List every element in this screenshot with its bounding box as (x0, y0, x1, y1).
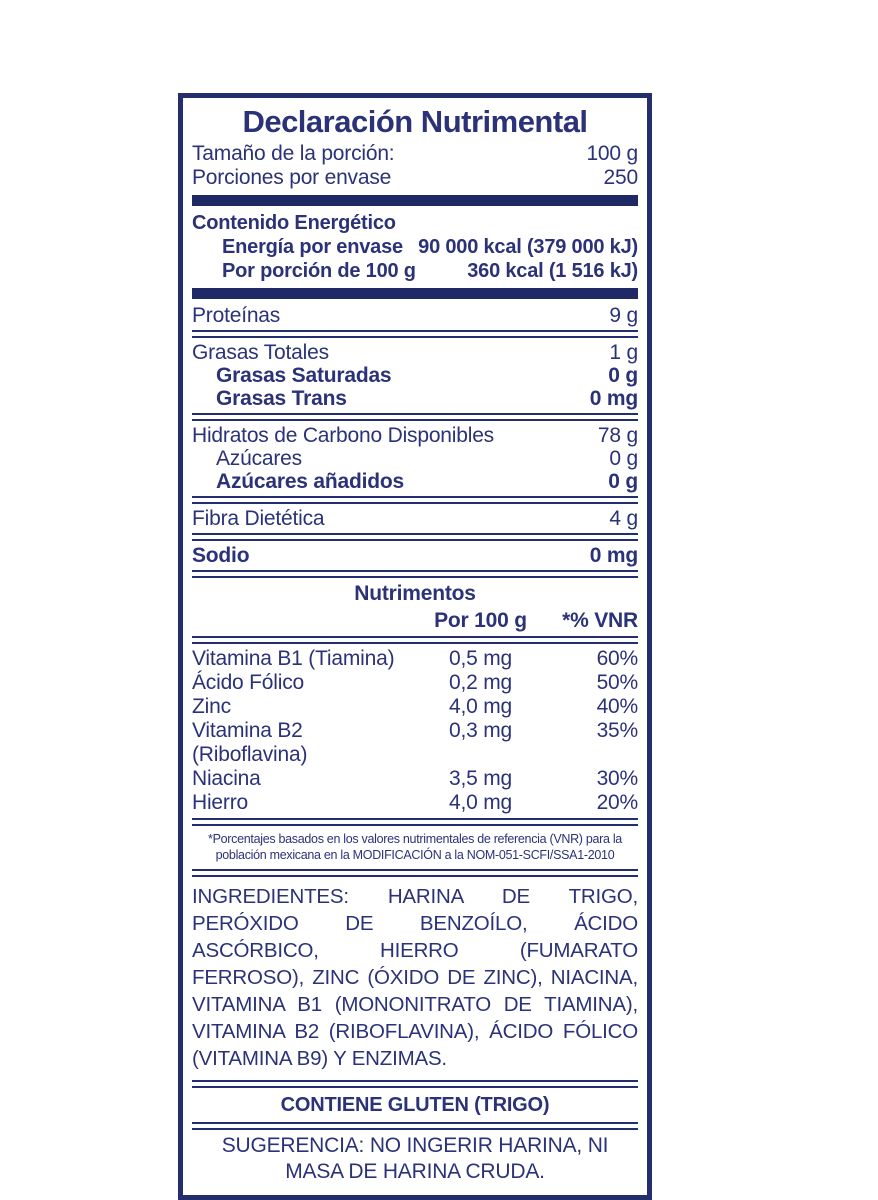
double-divider (192, 1080, 638, 1088)
nutrient-row-trans-fat: Grasas Trans 0 mg (216, 387, 638, 410)
suggestion-statement: SUGERENCIA: NO INGERIR HARINA, NI MASA DE HARINA CRUDA. (221, 1134, 609, 1183)
energy-per-serving-value: 360 kcal (1 516 kJ) (467, 260, 638, 282)
energy-per-serving-row (192, 259, 638, 283)
nutrition-facts-label (178, 93, 652, 1200)
nutrient-row-carbohydrates: Hidratos de Carbono Disponibles 78 g (192, 424, 638, 447)
double-divider (192, 818, 638, 826)
vitamin-row-iron: Hierro 4,0 mg 20% (192, 791, 638, 814)
vitamin-row-niacin: Niacina 3,5 mg 30% (192, 767, 638, 790)
servings-label: Porciones por envase (192, 166, 392, 189)
nutrient-row-added-sugars: Azúcares añadidos 0 g (216, 470, 638, 493)
energy-per-container-label: Energía por envase (222, 236, 403, 258)
servings-value: 250 (603, 166, 638, 189)
column-header-vnr: *% VNR (562, 609, 638, 632)
serving-size-label: Tamaño de la porción: (192, 142, 395, 165)
allergen-statement: CONTIENE GLUTEN (TRIGO) (280, 1094, 550, 1116)
micronutrients-section-title: Nutrimentos (354, 582, 476, 605)
nutrient-row-saturated-fat: Grasas Saturadas 0 g (216, 364, 638, 387)
energy-per-container-row (192, 235, 638, 259)
vitamin-row-folic-acid: Ácido Fólico 0,2 mg 50% (192, 671, 638, 694)
thick-divider (192, 195, 638, 206)
double-divider (192, 330, 638, 338)
vnr-footnote: *Porcentajes basados en los valores nutrimentales de referencia (VNR) para la población mexicana en la MODIFICACIÓN a la NOM-051-SCFI/SSA1-2010 (208, 832, 622, 862)
double-divider (192, 570, 638, 578)
energy-section-title: Contenido Energético (192, 212, 396, 234)
serving-size-row (192, 142, 638, 166)
label-title: Declaración Nutrimental (242, 104, 588, 139)
energy-per-serving-label: Por porción de 100 g (222, 260, 416, 282)
column-header-per-100g: Por 100 g (434, 609, 527, 632)
serving-size-value: 100 g (586, 142, 638, 165)
vitamin-row-zinc: Zinc 4,0 mg 40% (192, 695, 638, 718)
vitamin-row-b1: Vitamina B1 (Tiamina) 0,5 mg 60% (192, 647, 638, 670)
nutrient-row-sodium: Sodio 0 mg (192, 544, 638, 567)
thick-divider (192, 288, 638, 299)
nutrient-row-sugars: Azúcares 0 g (216, 447, 638, 470)
nutrient-row-total-fat: Grasas Totales 1 g (192, 341, 638, 364)
vitamin-row-b2: Vitamina B2 (Riboflavina) 0,3 mg 35% (192, 719, 638, 766)
double-divider (192, 1122, 638, 1130)
nutrient-row-fiber: Fibra Dietética 4 g (192, 507, 638, 530)
double-divider (192, 533, 638, 541)
servings-per-container-row (192, 166, 638, 190)
double-divider (192, 636, 638, 644)
double-divider (192, 869, 638, 877)
micronutrients-column-headers (192, 609, 638, 633)
double-divider (192, 496, 638, 504)
energy-per-container-value: 90 000 kcal (379 000 kJ) (418, 236, 638, 258)
double-divider (192, 413, 638, 421)
nutrient-row-proteins: Proteínas 9 g (192, 304, 638, 327)
ingredients-paragraph: INGREDIENTES: HARINA DE TRIGO, PERÓXIDO DE BENZOÍLO, ÁCIDO ASCÓRBICO, HIERRO (FUMARATO FERROSO), ZINC (ÓXIDO DE ZINC), NIACINA, VITAMINA B1 (MONONITRATO DE TIAMINA), VITAMINA B2 (RIBOFLAVINA), ÁCIDO FÓLICO (VITAMINA B9) Y ENZIMAS. (192, 885, 638, 1070)
